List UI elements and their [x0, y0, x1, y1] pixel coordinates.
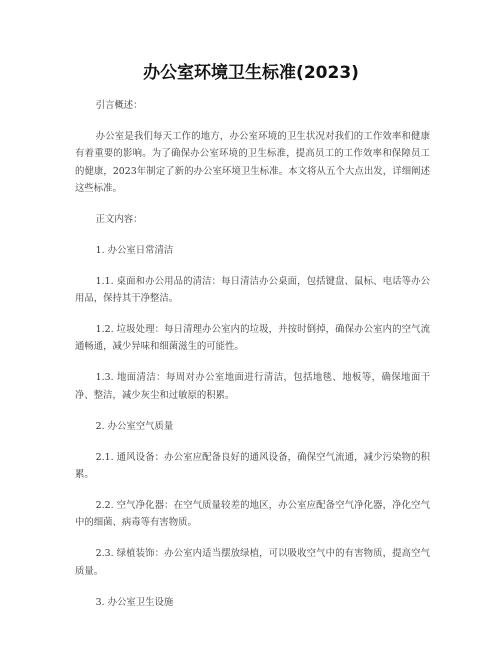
document-body — [75, 97, 430, 624]
section-heading-3: 3. 办公室卫生设施 — [95, 596, 174, 608]
intro-paragraph: 办公室是我们每天工作的地方，办公室环境的卫生状况对我们的工作效率和健康有着重要的影响。为了确保办公室环境的卫生标准，提高员工的工作效率和保障员工的健康，2023年制定了新的办公室环境卫生标准。本文将从五个大点出发，详细阐述这些标准。 — [75, 130, 430, 194]
section-item-1-3: 1.3. 地面清洁：每周对办公室地面进行清洁，包括地毯、地板等，确保地面干净、整洁，减少灰尘和过敏原的积累。 — [75, 372, 430, 401]
section-item-2-2: 2.2. 空气净化器：在空气质量较差的地区，办公室应配备空气净化器，净化空气中的细菌、病毒等有害物质。 — [75, 499, 430, 529]
section-item-2-3: 2.3. 绿植装饰：办公室内适当摆放绿植，可以吸收空气中的有害物质，提高空气质量。 — [75, 548, 430, 577]
section-heading-2: 2. 办公室空气质量 — [95, 420, 174, 432]
section-heading-1: 1. 办公室日常清洁 — [95, 244, 174, 256]
section-item-1-2: 1.2. 垃圾处理：每日清理办公室内的垃圾，并按时倒掉，确保办公室内的空气流通畅通，减少异味和细菌滋生的可能性。 — [75, 324, 430, 353]
document-title: 办公室环境卫生标准(2023) — [143, 63, 359, 83]
intro-heading: 引言概述： — [95, 100, 143, 111]
section-item-1-1: 1.1. 桌面和办公用品的清洁：每日清洁办公桌面，包括键盘、鼠标、电话等办公用品，保持其干净整洁。 — [75, 275, 430, 305]
section-item-2-1: 2.1. 通风设备：办公室应配备良好的通风设备，确保空气流通，减少污染物的积累。 — [75, 451, 430, 480]
body-heading: 正文内容： — [95, 213, 143, 225]
